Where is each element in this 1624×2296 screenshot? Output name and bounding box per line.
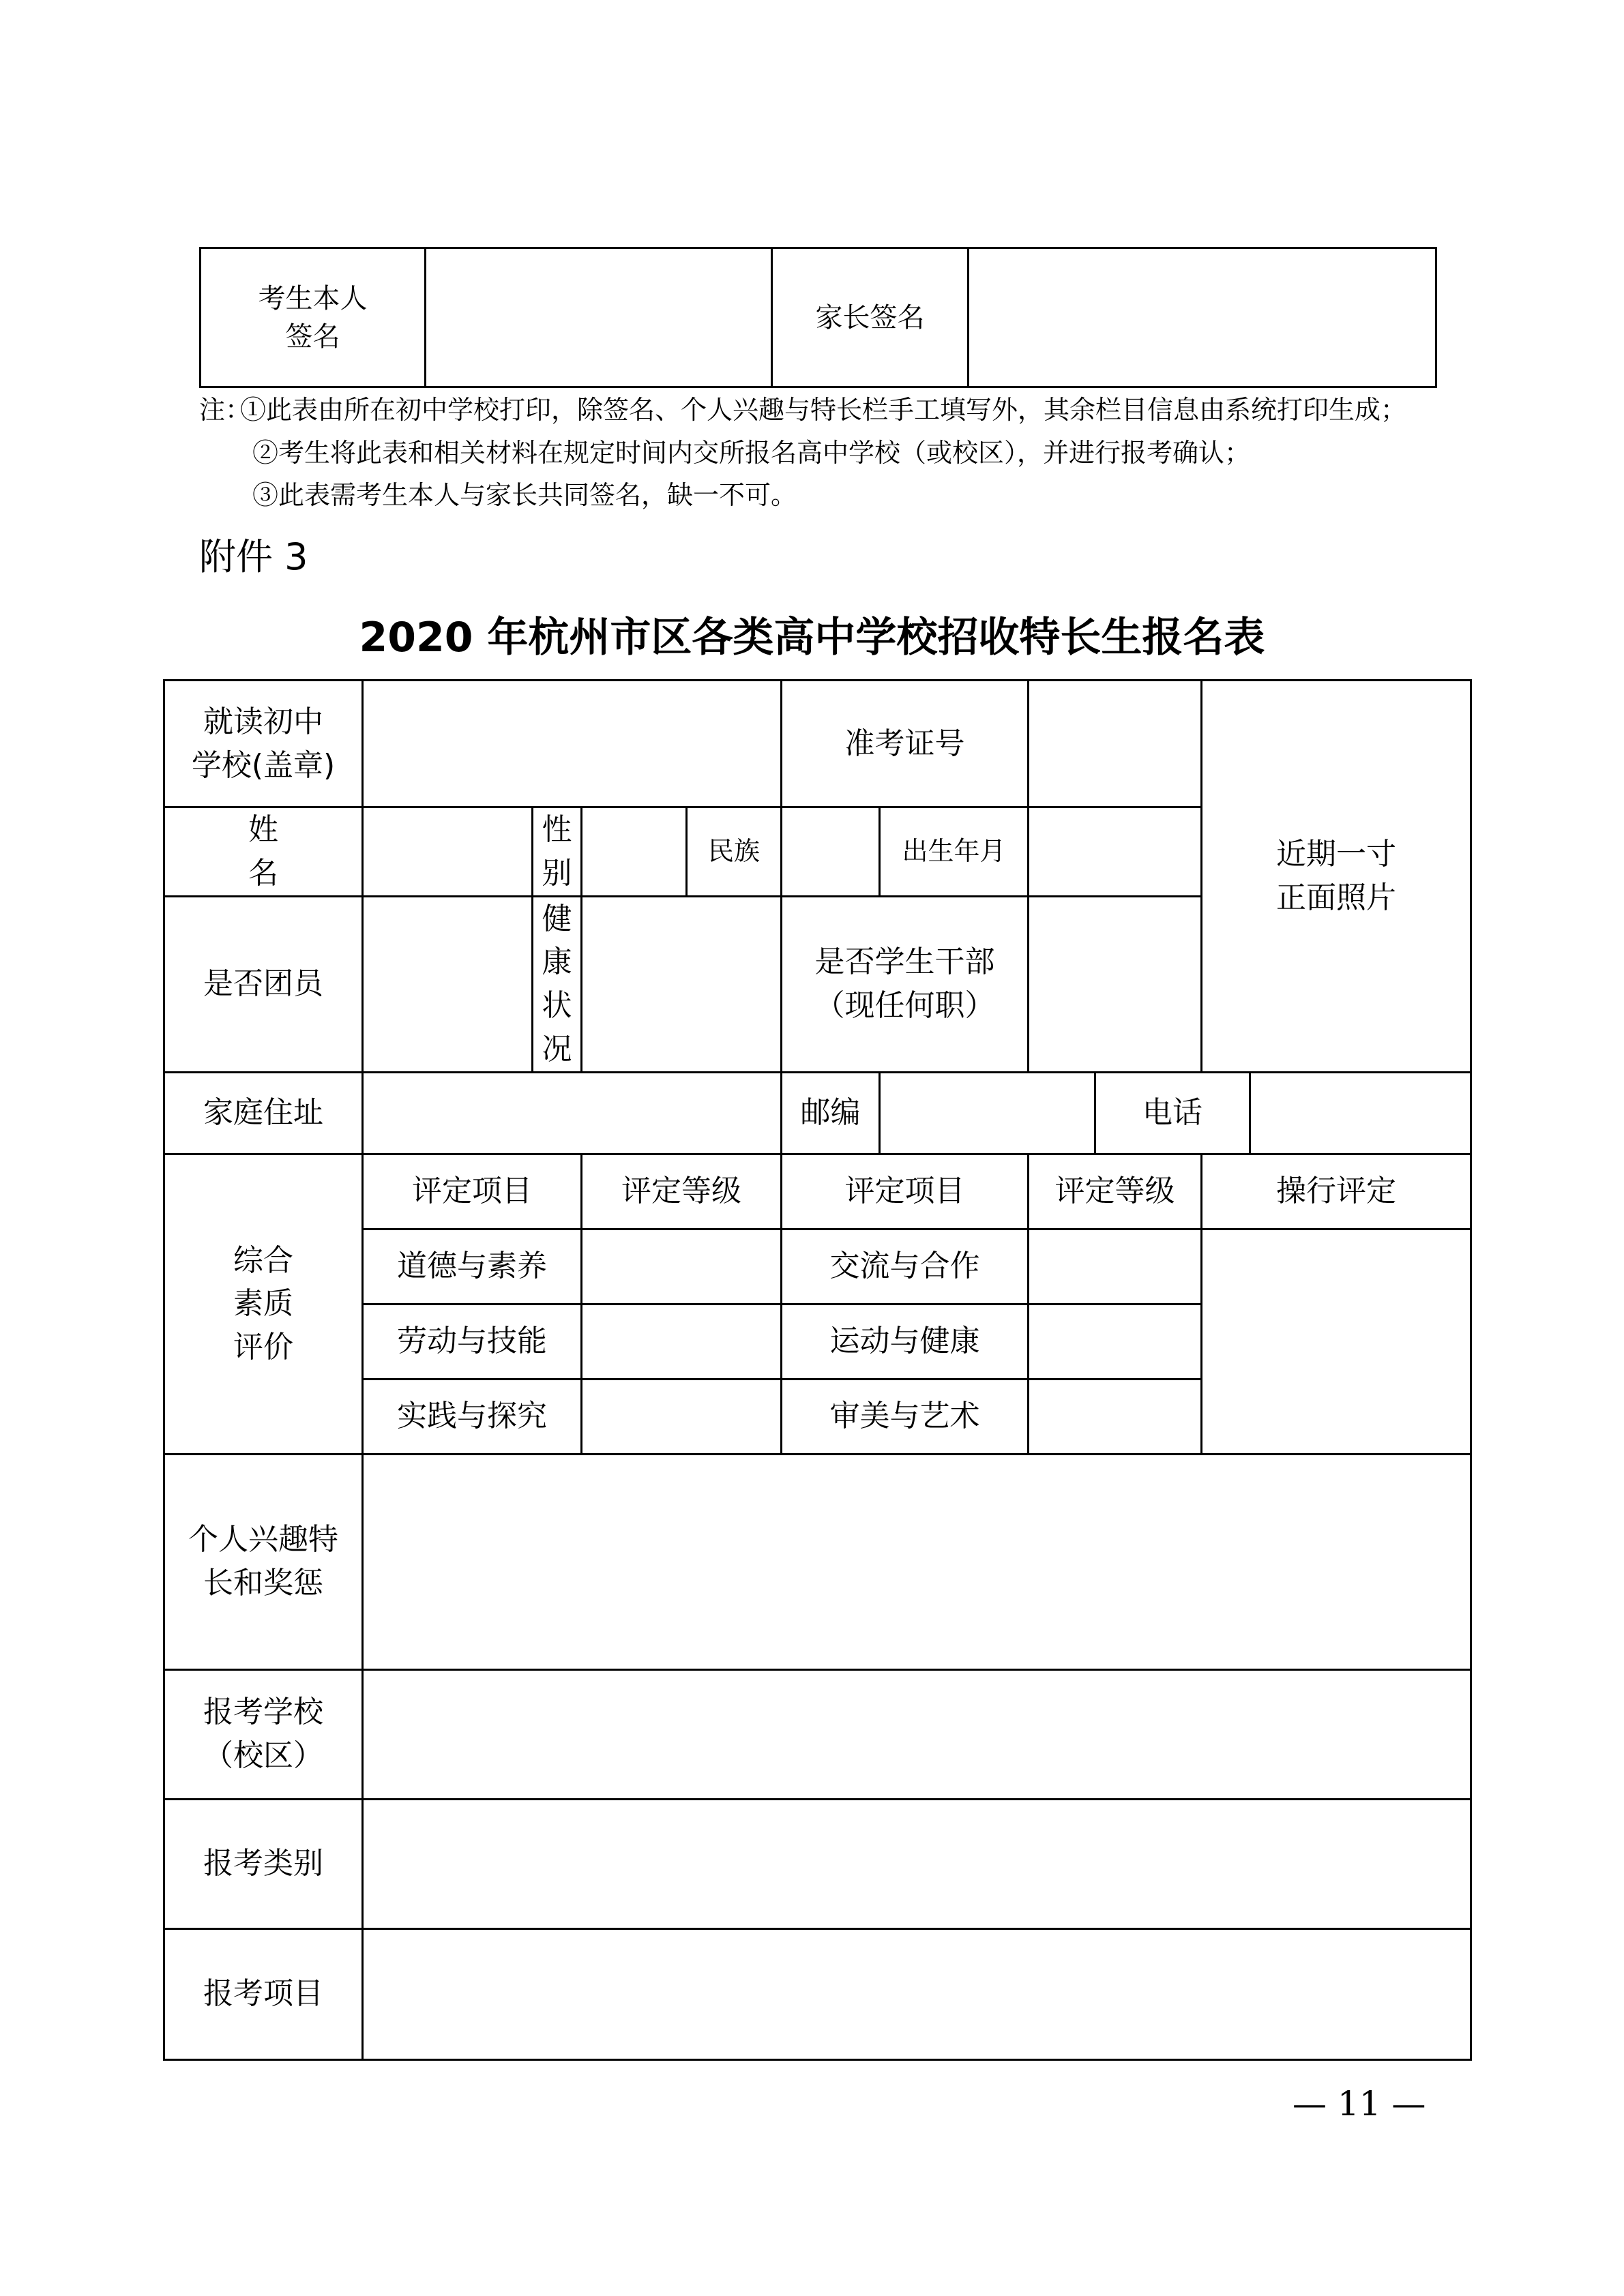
eval-item-right-1: 交流与合作	[782, 1229, 1029, 1304]
eval-grade-left-3[interactable]	[582, 1379, 782, 1454]
league-member-label: 是否团员	[164, 896, 363, 1072]
eval-grade-header-right: 评定等级	[1029, 1154, 1202, 1229]
evaluation-label-line2: 素质	[233, 1286, 293, 1322]
target-school-label	[164, 1669, 363, 1799]
ethnicity-label: 民族	[687, 807, 782, 897]
cadre-label-line1: 是否学生干部	[814, 944, 995, 980]
exam-id-label: 准考证号	[782, 681, 1029, 807]
exam-id-field[interactable]	[1029, 681, 1202, 807]
project-field[interactable]	[363, 1928, 1471, 2059]
student-signature-label	[201, 248, 426, 387]
interests-label-line2: 长和奖惩	[203, 1566, 323, 1601]
eval-item-right-2: 运动与健康	[782, 1304, 1029, 1379]
conduct-header: 操行评定	[1202, 1154, 1471, 1229]
student-signature-label-line1: 考生本人	[258, 282, 368, 314]
health-label-line2: 状况	[542, 988, 572, 1067]
interests-label	[164, 1454, 363, 1669]
page-number: — 11 —	[1293, 2084, 1426, 2123]
attachment-label: 附件 3	[199, 535, 308, 578]
eval-grade-right-3[interactable]	[1029, 1379, 1202, 1454]
student-signature-field[interactable]	[426, 248, 772, 387]
health-label	[533, 896, 582, 1072]
eval-item-left-2: 劳动与技能	[363, 1304, 582, 1379]
postcode-field[interactable]	[880, 1072, 1095, 1154]
league-member-field[interactable]	[363, 896, 533, 1072]
student-signature-label-line2: 签名	[285, 320, 340, 353]
note-item-1: ①此表由所在初中学校打印，除签名、个人兴趣与特长栏手工填写外，其余栏目信息由系统打印生成；	[240, 395, 1407, 425]
photo-label-line2: 正面照片	[1276, 880, 1396, 915]
gender-label: 性别	[533, 807, 582, 897]
school-field[interactable]	[363, 681, 782, 807]
postcode-label: 邮编	[782, 1072, 880, 1154]
eval-grade-right-1[interactable]	[1029, 1229, 1202, 1304]
parent-signature-label: 家长签名	[772, 248, 969, 387]
address-field[interactable]	[363, 1072, 782, 1154]
eval-grade-right-2[interactable]	[1029, 1304, 1202, 1379]
evaluation-label	[164, 1154, 363, 1454]
eval-item-header-left: 评定项目	[363, 1154, 582, 1229]
name-field[interactable]	[363, 807, 533, 897]
target-school-label-line2: （校区）	[203, 1738, 323, 1774]
birth-field[interactable]	[1029, 807, 1202, 897]
name-label: 姓名	[164, 807, 363, 897]
registration-form-table	[163, 679, 1472, 2061]
health-field[interactable]	[582, 896, 782, 1072]
address-label: 家庭住址	[164, 1072, 363, 1154]
project-label: 报考项目	[164, 1928, 363, 2059]
category-field[interactable]	[363, 1799, 1471, 1928]
evaluation-label-line3: 评价	[233, 1330, 293, 1365]
phone-field[interactable]	[1250, 1072, 1471, 1154]
interests-field[interactable]	[363, 1454, 1471, 1669]
cadre-field[interactable]	[1029, 896, 1202, 1072]
cadre-label-line2: （现任何职）	[814, 988, 995, 1024]
gender-field[interactable]	[582, 807, 687, 897]
note-item-3: ③此表需考生本人与家长共同签名，缺一不可。	[252, 480, 797, 510]
school-label-line2: 学校(盖章)	[191, 747, 336, 783]
eval-item-left-3: 实践与探究	[363, 1379, 582, 1454]
phone-label: 电话	[1095, 1072, 1250, 1154]
conduct-field[interactable]	[1202, 1229, 1471, 1454]
target-school-label-line1: 报考学校	[203, 1695, 323, 1730]
photo-label-line1: 近期一寸	[1276, 837, 1396, 872]
eval-grade-left-1[interactable]	[582, 1229, 782, 1304]
signature-table	[199, 247, 1437, 388]
target-school-field[interactable]	[363, 1669, 1471, 1799]
cadre-label	[782, 896, 1029, 1072]
evaluation-label-line1: 综合	[233, 1242, 293, 1278]
eval-item-left-1: 道德与素养	[363, 1229, 582, 1304]
health-label-line1: 健康	[542, 901, 572, 980]
eval-grade-header-left: 评定等级	[582, 1154, 782, 1229]
parent-signature-field[interactable]	[969, 248, 1436, 387]
eval-grade-left-2[interactable]	[582, 1304, 782, 1379]
category-label: 报考类别	[164, 1799, 363, 1928]
ethnicity-field[interactable]	[782, 807, 880, 897]
eval-item-header-right: 评定项目	[782, 1154, 1029, 1229]
form-title: 2020 年杭州市区各类高中学校招收特长生报名表	[359, 614, 1265, 661]
notes-label: 注：	[199, 395, 252, 425]
interests-label-line1: 个人兴趣特	[188, 1522, 338, 1557]
photo-box[interactable]	[1202, 681, 1471, 1073]
birth-label: 出生年月	[880, 807, 1029, 897]
school-label	[164, 681, 363, 807]
note-item-2: ②考生将此表和相关材料在规定时间内交所报名高中学校（或校区），并进行报考确认；	[252, 438, 1251, 468]
eval-item-right-3: 审美与艺术	[782, 1379, 1029, 1454]
school-label-line1: 就读初中	[203, 704, 323, 739]
